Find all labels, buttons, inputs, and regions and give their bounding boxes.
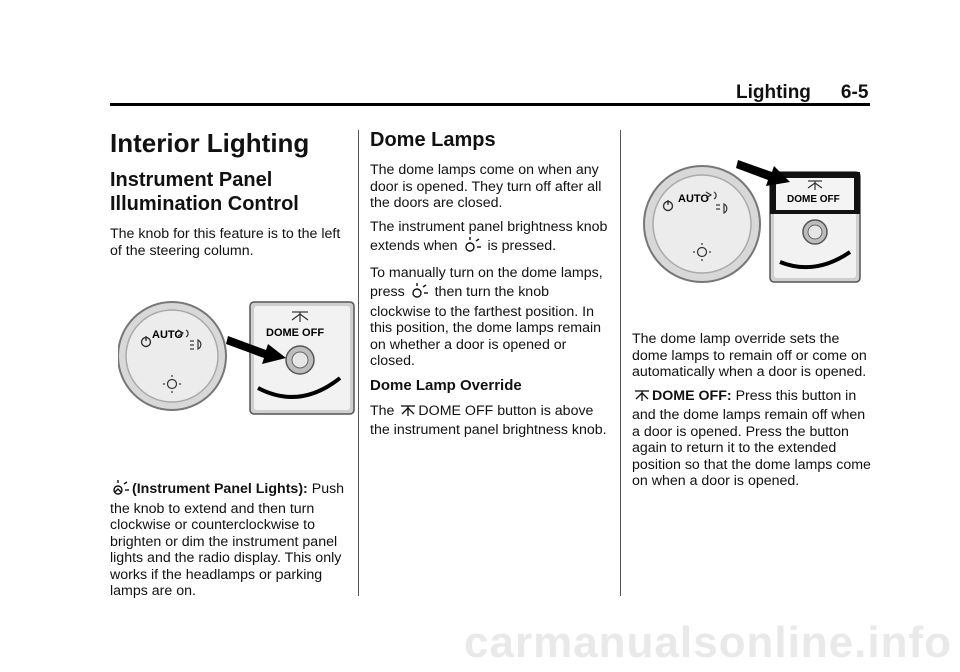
knob-auto-label: AUTO — [678, 193, 709, 205]
panel-lights-description: Push the knob to extend and then turn clockwise or counterclockwise to brighten or dim the instrument panel lights and the radio display. This only works if the headlamps or parking lamps are on. — [110, 481, 345, 599]
intro-text: The knob for this feature is to the left of the steering column. — [110, 226, 341, 259]
dome-off-figure — [640, 150, 864, 289]
column-1 — [110, 128, 345, 266]
header-section: Lighting — [736, 82, 811, 103]
dome-off-button-label: DOME OFF — [266, 327, 325, 339]
dome-off-term: DOME OFF: — [652, 387, 732, 404]
header-page-number: 6-5 — [840, 82, 869, 103]
header-title — [736, 82, 868, 104]
column-divider-1 — [358, 130, 359, 596]
header-rule — [110, 103, 870, 106]
dome-lamps-p3-start: To manually turn on the dome lamps, press — [370, 264, 603, 300]
dome-lamps-p3-end: then turn the knob clockwise to the farthest position. In this position, the dome lamps remain on whether a door is opened or closed. — [370, 284, 602, 369]
panel-lights-icon — [411, 281, 429, 304]
column-3 — [632, 331, 872, 497]
dome-lamps-paragraph-1: The dome lamps come on when any door is opened. They turn off after all the doors are closed. — [370, 162, 602, 211]
override-p-end: DOME OFF button is above the instrument panel brightness knob. — [370, 402, 607, 438]
dome-off-description: Press this button in and the dome lamps remain off when a door is opened. Press the button again to return it to the extended position so that the dome lamps come on when a door is opened. — [632, 387, 871, 489]
dome-lamp-icon — [400, 404, 416, 423]
dome-lamps-paragraph-3 — [370, 265, 610, 370]
override-description: The dome lamp override sets the dome lamps to remain off or come on automatically when a door is opened. — [632, 331, 867, 380]
dome-lamps-paragraph-2 — [370, 219, 610, 258]
dome-lamp-override-heading: Dome Lamp Override — [370, 376, 522, 394]
knob-auto-label: AUTO — [152, 329, 183, 341]
knob-figure — [118, 300, 358, 423]
dome-lamps-p2-end: is pressed. — [487, 238, 557, 254]
panel-lights-term: (Instrument Panel Lights): — [132, 481, 308, 497]
column-2 — [370, 128, 610, 446]
dome-lamps-heading: Dome Lamps — [370, 129, 496, 151]
instrument-panel-lights-section — [110, 478, 345, 607]
dome-off-button-label: DOME OFF — [787, 194, 840, 205]
page-title: Interior Lighting — [110, 128, 310, 158]
panel-lights-icon — [464, 235, 482, 258]
column-divider-2 — [620, 130, 621, 596]
dome-lamp-override-paragraph — [370, 403, 610, 439]
section-title: Instrument Panel Illumination Control — [110, 169, 299, 215]
dome-lamp-icon — [634, 389, 650, 408]
dome-off-paragraph — [632, 388, 872, 490]
panel-lights-icon — [112, 478, 130, 501]
dome-lamps-p2-start: The instrument panel brightness knob extends when — [370, 218, 608, 254]
override-p-start: The — [370, 402, 395, 419]
watermark: carmanualsonline.info — [464, 618, 952, 667]
